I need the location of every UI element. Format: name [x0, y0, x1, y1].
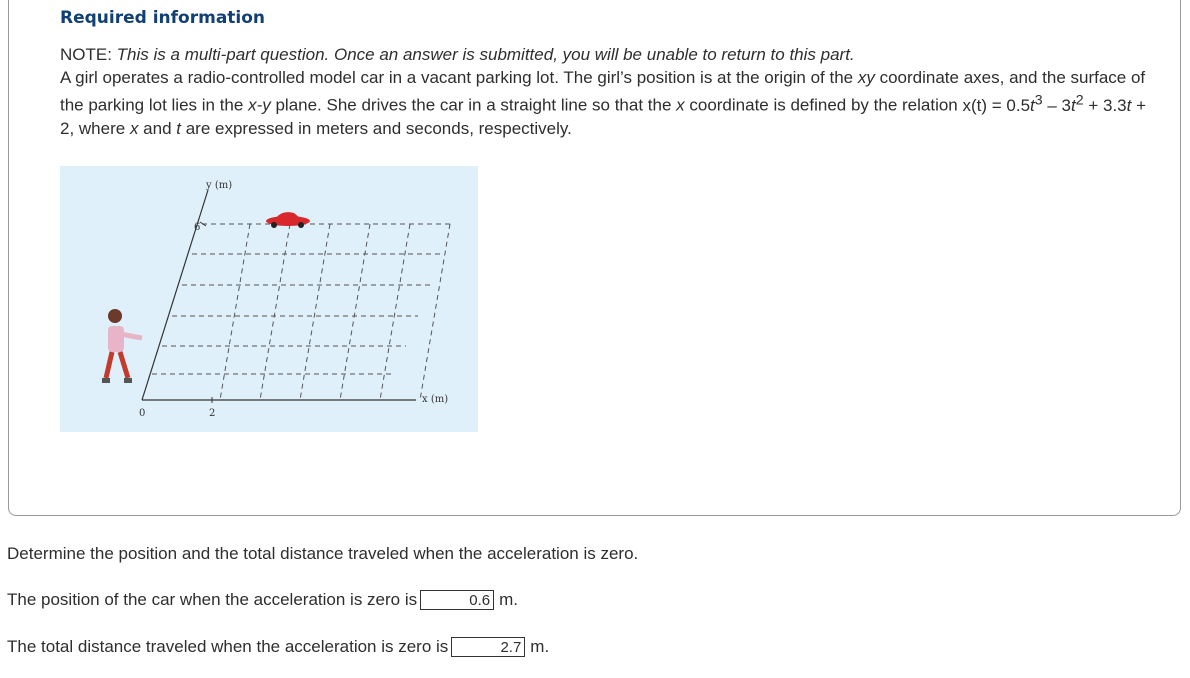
- note-prefix: NOTE:: [60, 45, 117, 64]
- y-tick-label-6: 6: [194, 222, 201, 233]
- formula-and: and: [138, 118, 177, 138]
- parking-lot-figure: [60, 166, 478, 432]
- grid-lines: [152, 224, 452, 400]
- note-line: [60, 43, 1160, 66]
- formula-mid2: + 3.3: [1083, 95, 1127, 115]
- desc-xy-plane: x-y: [248, 95, 271, 115]
- formula-t2: t: [1071, 95, 1076, 115]
- formula-exp2: 2: [1075, 92, 1084, 108]
- desc-text-c: plane. She drives the car in a straight line so that the: [270, 95, 677, 115]
- required-info-title: Required information: [60, 8, 266, 28]
- position-label: The position of the car when the acceleration is zero is: [7, 590, 418, 609]
- desc-xy: xy: [857, 68, 875, 87]
- girl-figure-icon: [102, 309, 142, 383]
- desc-text-b: coordinate axes, and the surface of the parking lot lies in the: [60, 68, 1146, 115]
- desc-text-a: A girl operates a radio-controlled model car in a vacant parking lot. The girl’s position is at the origin of the: [60, 68, 858, 87]
- formula-tail: are expressed in meters and seconds, respectively.: [180, 118, 572, 138]
- formula-eq: = 0.5: [987, 95, 1031, 115]
- distance-answer-field[interactable]: 2.7: [451, 637, 525, 657]
- formula-mid1: – 3: [1042, 95, 1072, 115]
- distance-label: The total distance traveled when the acceleration is zero is: [7, 637, 449, 656]
- formula-exp3: 3: [1034, 92, 1043, 108]
- y-axis-label: y (m): [206, 180, 233, 191]
- x-tick-label-0: 0: [139, 408, 146, 419]
- distance-unit: m.: [530, 637, 550, 656]
- figure-svg: [60, 166, 478, 432]
- toy-car-icon: [266, 212, 310, 228]
- formula-end: + 2, where: [60, 95, 1147, 138]
- formula-lhs: x(t): [962, 95, 988, 115]
- note-text: This is a multi-part question. Once an answer is submitted, you will be unable to return to this part.: [116, 45, 855, 64]
- formula-t1: t: [1030, 95, 1035, 115]
- desc-x: x: [676, 95, 685, 115]
- x-axis-label: x (m): [422, 394, 449, 405]
- x-tick-label-2: 2: [209, 408, 216, 419]
- formula-tvar: t: [176, 118, 181, 138]
- position-answer-field[interactable]: 0.6: [420, 590, 494, 610]
- question-prompt: Determine the position and the total distance traveled when the acceleration is zero.: [7, 544, 639, 563]
- position-unit: m.: [499, 590, 518, 609]
- desc-text-d: coordinate is defined by the relation: [684, 95, 963, 115]
- formula-t3: t: [1126, 95, 1132, 115]
- distance-answer-row: [7, 637, 549, 657]
- problem-statement: [60, 43, 1160, 140]
- position-answer-row: [7, 590, 518, 610]
- description: [60, 66, 1160, 140]
- formula-xvar: x: [129, 118, 139, 138]
